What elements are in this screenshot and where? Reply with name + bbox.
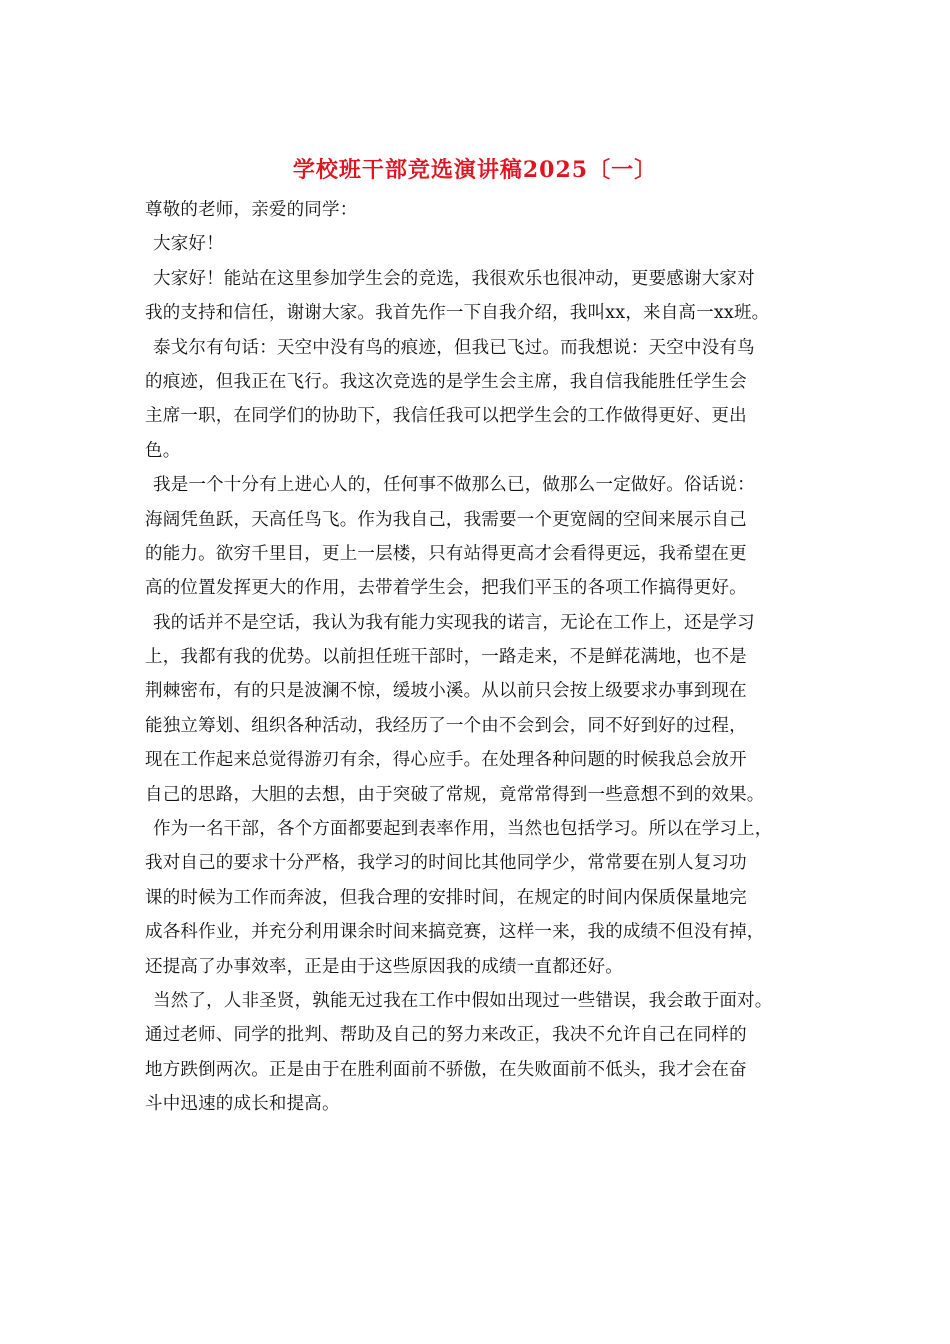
- document-title: 学校班干部竞选演讲稿2025〔一〕: [292, 157, 658, 183]
- document-body: [145, 193, 835, 1122]
- text-line: 大家好！能站在这里参加学生会的竞选，我很欢乐也很冲动，更要感谢大家对: [153, 268, 755, 289]
- text-line: 我是一个十分有上进心人的，任何事不做那么已，做那么一定做好。俗话说：: [153, 475, 755, 496]
- text-line: 通过老师、同学的批判、帮助及自己的努力来改正，我决不允许自己在同样的: [145, 1025, 747, 1046]
- text-line: 主席一职，在同学们的协助下，我信任我可以把学生会的工作做得更好、更出: [145, 406, 747, 427]
- text-line: 现在工作起来总觉得游刃有余，得心应手。在处理各种问题的时候我总会放开: [145, 750, 747, 771]
- text-line: 作为一名干部，各个方面都要起到表率作用，当然也包括学习。所以在学习上，: [153, 819, 773, 840]
- text-line: 当然了，人非圣贤，孰能无过我在工作中假如出现过一些错误，我会敢于面对。: [153, 990, 773, 1011]
- text-line: 还提高了办事效率，正是由于这些原因我的成绩一直都还好。: [145, 956, 623, 977]
- text-line: 的能力。欲穷千里目，更上一层楼，只有站得更高才会看得更远，我希望在更: [145, 543, 747, 564]
- text-line: 地方跌倒两次。正是由于在胜利面前不骄傲，在失败面前不低头，我才会在奋: [145, 1059, 747, 1080]
- text-line: 能独立筹划、组织各种活动，我经历了一个由不会到会，同不好到好的过程，: [145, 715, 747, 736]
- text-line: 课的时候为工作而奔波，但我合理的安排时间，在规定的时间内保质保量地完: [145, 887, 747, 908]
- text-line: 高的位置发挥更大的作用，去带着学生会，把我们平玉的各项工作搞得更好。: [145, 578, 747, 599]
- text-line: 我对自己的要求十分严格，我学习的时间比其他同学少，常常要在别人复习功: [145, 853, 747, 874]
- text-line: 自己的思路，大胆的去想，由于突破了常规，竟常常得到一些意想不到的效果。: [145, 784, 765, 805]
- text-line: 上，我都有我的优势。以前担任班干部时，一路走来，不是鲜花满地，也不是: [145, 647, 747, 668]
- text-line: 的痕迹，但我正在飞行。我这次竞选的是学生会主席，我自信我能胜任学生会: [145, 371, 747, 392]
- text-line: 斗中迅速的成长和提高。: [145, 1094, 340, 1115]
- text-line: 大家好！: [153, 234, 224, 255]
- text-line: 我的支持和信任，谢谢大家。我首先作一下自我介绍，我叫xx，来自高一xx班。: [145, 303, 770, 324]
- text-line: 泰戈尔有句话：天空中没有鸟的痕迹，但我已飞过。而我想说：天空中没有鸟: [153, 337, 755, 358]
- text-line: 成各科作业，并充分利用课余时间来搞竞赛，这样一来，我的成绩不但没有掉，: [145, 922, 765, 943]
- text-line: 尊敬的老师，亲爱的同学：: [145, 200, 358, 220]
- text-line: 我的话并不是空话，我认为我有能力实现我的诺言，无论在工作上，还是学习: [153, 612, 755, 633]
- text-line: 色。: [145, 440, 181, 461]
- text-line: 海阔凭鱼跃，天高任鸟飞。作为我自己，我需要一个更宽阔的空间来展示自己: [145, 509, 747, 530]
- text-line: 荆棘密布，有的只是波澜不惊，缓坡小溪。从以前只会按上级要求办事到现在: [145, 681, 747, 702]
